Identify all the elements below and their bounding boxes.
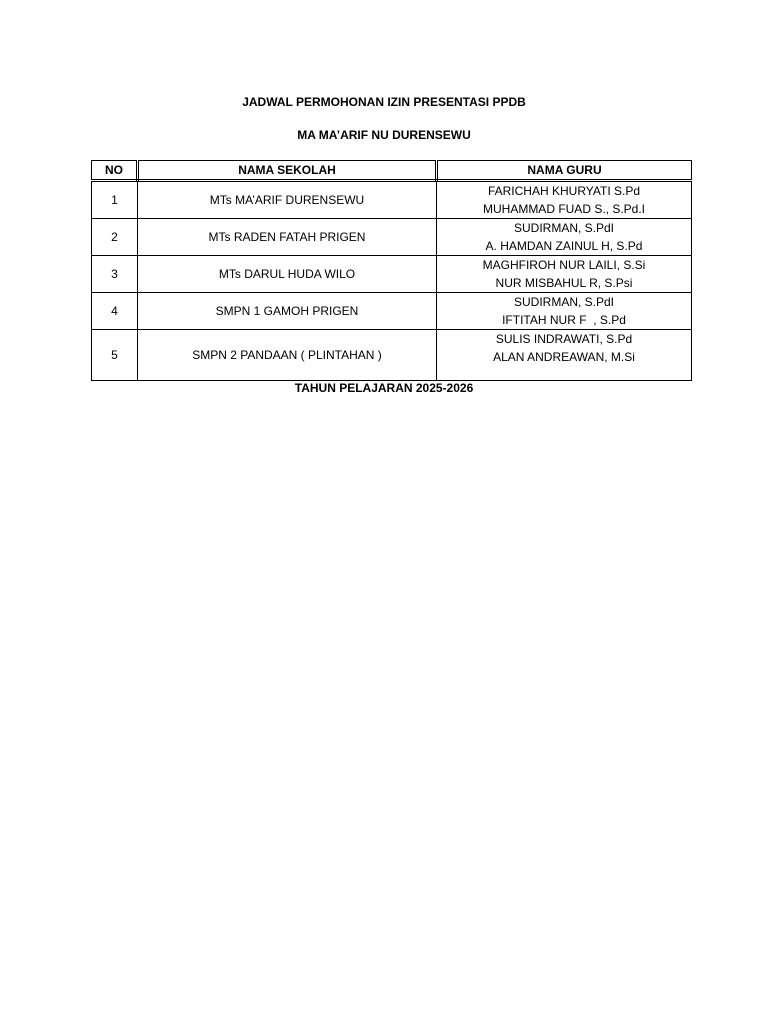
table-header-row: [92, 161, 692, 181]
teacher-name: SUDIRMAN, S.PdI: [513, 221, 615, 235]
teacher-names: [437, 219, 692, 256]
header-teacher-name: NAMA GURU: [437, 161, 692, 181]
header-no: NO: [92, 161, 138, 181]
school-name: MTs RADEN FATAH PRIGEN: [138, 219, 437, 256]
school-name: SMPN 2 PANDAAN ( PLINTAHAN ): [138, 330, 437, 381]
teacher-name: SUDIRMAN, S.PdI: [513, 295, 615, 309]
teacher-name: SULIS INDRAWATI, S.Pd: [495, 332, 633, 346]
teacher-name: NUR MISBAHUL R, S.Psi: [495, 276, 633, 290]
teacher-names: [437, 181, 692, 219]
table-row: [92, 256, 692, 293]
teacher-name: ALAN ANDREAWAN, M.Si: [493, 350, 635, 364]
teacher-names: [437, 330, 692, 381]
table-row: [92, 181, 692, 219]
table-row: [92, 293, 692, 330]
teacher-name: A. HAMDAN ZAINUL H, S.Pd: [485, 239, 643, 253]
school-name: MTs DARUL HUDA WILO: [138, 256, 437, 293]
table-row: [92, 330, 692, 381]
header-school-name: NAMA SEKOLAH: [138, 161, 437, 181]
row-number: 4: [92, 293, 138, 330]
teacher-names: [437, 256, 692, 293]
teacher-names: [437, 293, 692, 330]
teacher-name: MAGHFIROH NUR LAILI, S.Si: [482, 258, 646, 272]
document-subtitle: MA MA’ARIF NU DURENSEWU: [297, 128, 471, 142]
teacher-name: IFTITAH NUR F , S.Pd: [502, 313, 626, 327]
row-number: 2: [92, 219, 138, 256]
row-number: 3: [92, 256, 138, 293]
school-name: SMPN 1 GAMOH PRIGEN: [138, 293, 437, 330]
teacher-name: MUHAMMAD FUAD S., S.Pd.I: [482, 202, 646, 216]
row-number: 5: [92, 330, 138, 381]
table-row: [92, 219, 692, 256]
school-name: MTs MA’ARIF DURENSEWU: [138, 181, 437, 219]
document-title: JADWAL PERMOHONAN IZIN PRESENTASI PPDB: [242, 95, 526, 109]
academic-year-footer: TAHUN PELAJARAN 2025-2026: [294, 381, 474, 395]
row-number: 1: [92, 181, 138, 219]
teacher-name: FARICHAH KHURYATI S.Pd: [487, 184, 641, 198]
schedule-table: [91, 160, 692, 381]
